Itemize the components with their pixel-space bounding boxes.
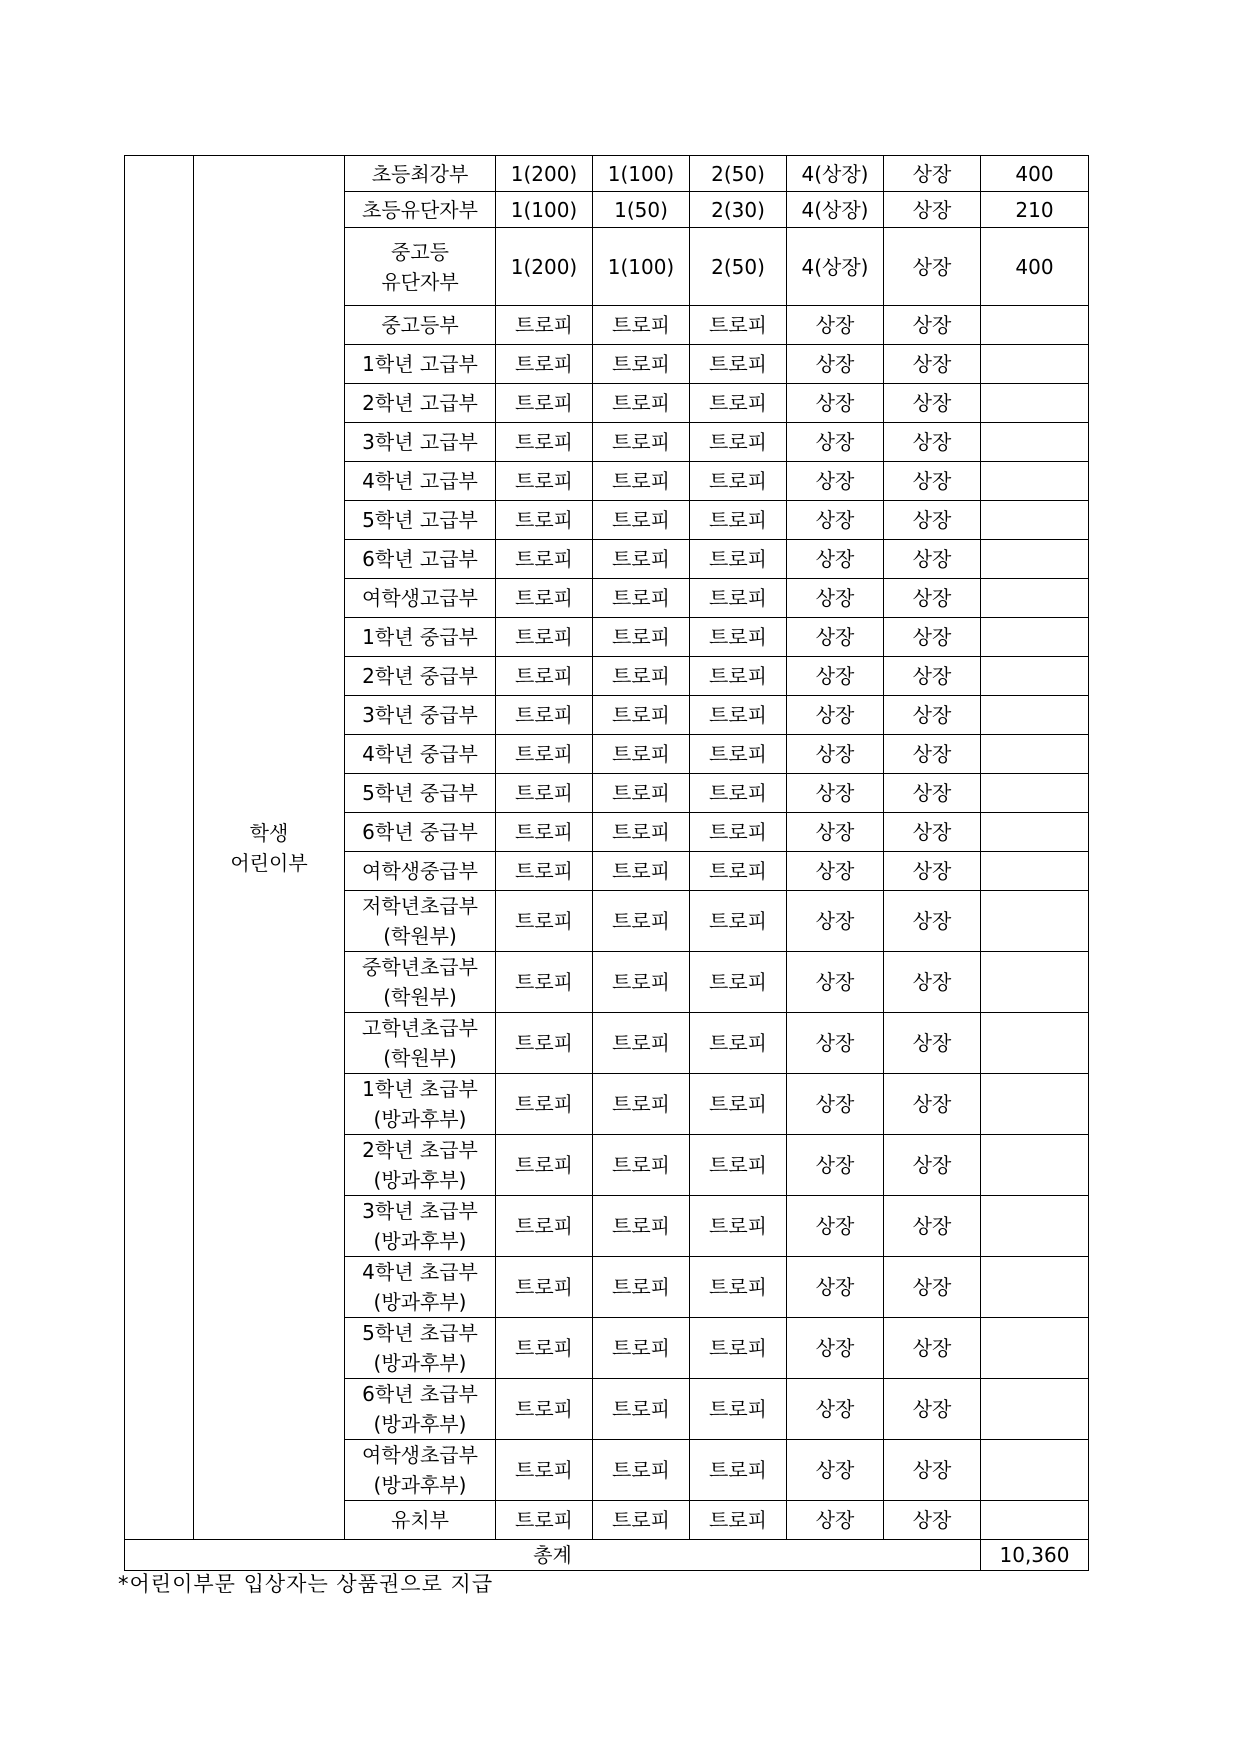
prize-5th-cell: 상장 xyxy=(884,735,981,774)
prize-5th-cell: 상장 xyxy=(884,1013,981,1074)
prize-3rd-cell: 트로피 xyxy=(690,735,787,774)
prize-3rd-cell: 트로피 xyxy=(690,891,787,952)
prize-5th-cell: 상장 xyxy=(884,345,981,384)
division-cell: 초등유단자부 xyxy=(345,192,496,228)
prize-4th-cell: 상장 xyxy=(787,1257,884,1318)
amount-cell xyxy=(981,1013,1089,1074)
prize-2nd-cell: 트로피 xyxy=(593,423,690,462)
division-cell: 중학년초급부 (학원부) xyxy=(345,952,496,1013)
amount-cell xyxy=(981,696,1089,735)
prize-5th-cell: 상장 xyxy=(884,1257,981,1318)
division-cell: 여학생초급부 (방과후부) xyxy=(345,1440,496,1501)
prize-4th-cell: 상장 xyxy=(787,540,884,579)
division-cell: 3학년 초급부 (방과후부) xyxy=(345,1196,496,1257)
amount-cell xyxy=(981,657,1089,696)
prize-4th-cell: 상장 xyxy=(787,891,884,952)
prize-2nd-cell: 트로피 xyxy=(593,462,690,501)
footnote: *어린이부문 입상자는 상품권으로 지급 xyxy=(118,1572,494,1596)
prize-4th-cell: 상장 xyxy=(787,618,884,657)
prize-3rd-cell: 트로피 xyxy=(690,1318,787,1379)
division-cell: 1학년 초급부 (방과후부) xyxy=(345,1074,496,1135)
division-cell: 2학년 초급부 (방과후부) xyxy=(345,1135,496,1196)
prize-5th-cell: 상장 xyxy=(884,228,981,306)
prize-4th-cell: 상장 xyxy=(787,696,884,735)
division-cell: 중고등 유단자부 xyxy=(345,228,496,306)
amount-cell xyxy=(981,501,1089,540)
prize-1st-cell: 트로피 xyxy=(496,618,593,657)
prize-4th-cell: 상장 xyxy=(787,1318,884,1379)
prize-1st-cell: 트로피 xyxy=(496,952,593,1013)
amount-cell xyxy=(981,384,1089,423)
prize-3rd-cell: 트로피 xyxy=(690,1135,787,1196)
prize-3rd-cell: 트로피 xyxy=(690,384,787,423)
division-cell: 저학년초급부 (학원부) xyxy=(345,891,496,952)
prize-4th-cell: 상장 xyxy=(787,1013,884,1074)
division-cell: 6학년 고급부 xyxy=(345,540,496,579)
division-cell: 고학년초급부 (학원부) xyxy=(345,1013,496,1074)
prize-3rd-cell: 트로피 xyxy=(690,696,787,735)
prize-3rd-cell: 트로피 xyxy=(690,1196,787,1257)
prize-2nd-cell: 트로피 xyxy=(593,1318,690,1379)
division-cell: 6학년 중급부 xyxy=(345,813,496,852)
prize-4th-cell: 상장 xyxy=(787,462,884,501)
division-cell: 6학년 초급부 (방과후부) xyxy=(345,1379,496,1440)
prize-1st-cell: 트로피 xyxy=(496,384,593,423)
division-cell: 초등최강부 xyxy=(345,156,496,192)
total-row xyxy=(125,1540,1089,1571)
division-cell: 3학년 고급부 xyxy=(345,423,496,462)
prize-4th-cell: 상장 xyxy=(787,735,884,774)
prize-4th-cell: 상장 xyxy=(787,1501,884,1540)
group-label-cell xyxy=(194,156,345,1540)
prize-4th-cell: 상장 xyxy=(787,306,884,345)
prize-4th-cell: 상장 xyxy=(787,1440,884,1501)
total-value: 10,360 xyxy=(981,1540,1089,1571)
prize-5th-cell: 상장 xyxy=(884,618,981,657)
division-cell: 2학년 고급부 xyxy=(345,384,496,423)
division-cell: 1학년 고급부 xyxy=(345,345,496,384)
prize-3rd-cell: 트로피 xyxy=(690,1013,787,1074)
division-cell: 여학생중급부 xyxy=(345,852,496,891)
prize-2nd-cell: 트로피 xyxy=(593,1379,690,1440)
prize-5th-cell: 상장 xyxy=(884,192,981,228)
prize-3rd-cell: 트로피 xyxy=(690,774,787,813)
amount-cell xyxy=(981,579,1089,618)
category-blank-cell xyxy=(125,156,194,1540)
prize-5th-cell: 상장 xyxy=(884,774,981,813)
prize-1st-cell: 트로피 xyxy=(496,1379,593,1440)
prize-1st-cell: 트로피 xyxy=(496,1135,593,1196)
prize-3rd-cell: 트로피 xyxy=(690,813,787,852)
prize-1st-cell: 트로피 xyxy=(496,1257,593,1318)
amount-cell xyxy=(981,1135,1089,1196)
prize-4th-cell: 상장 xyxy=(787,423,884,462)
prize-1st-cell: 트로피 xyxy=(496,1013,593,1074)
division-cell: 중고등부 xyxy=(345,306,496,345)
amount-cell xyxy=(981,306,1089,345)
prize-2nd-cell: 트로피 xyxy=(593,952,690,1013)
prize-4th-cell: 상장 xyxy=(787,1196,884,1257)
prize-3rd-cell: 트로피 xyxy=(690,657,787,696)
prize-5th-cell: 상장 xyxy=(884,1135,981,1196)
prize-5th-cell: 상장 xyxy=(884,384,981,423)
prize-4th-cell: 상장 xyxy=(787,657,884,696)
prize-2nd-cell: 트로피 xyxy=(593,306,690,345)
prize-1st-cell: 트로피 xyxy=(496,813,593,852)
amount-cell xyxy=(981,540,1089,579)
prize-5th-cell: 상장 xyxy=(884,813,981,852)
division-cell: 유치부 xyxy=(345,1501,496,1540)
amount-cell xyxy=(981,462,1089,501)
amount-cell xyxy=(981,735,1089,774)
prize-1st-cell: 트로피 xyxy=(496,540,593,579)
division-cell: 5학년 고급부 xyxy=(345,501,496,540)
prize-4th-cell: 상장 xyxy=(787,852,884,891)
amount-cell xyxy=(981,852,1089,891)
prize-2nd-cell: 트로피 xyxy=(593,1196,690,1257)
prize-1st-cell: 1(200) xyxy=(496,156,593,192)
division-cell: 4학년 고급부 xyxy=(345,462,496,501)
prize-5th-cell: 상장 xyxy=(884,462,981,501)
prize-5th-cell: 상장 xyxy=(884,891,981,952)
prize-5th-cell: 상장 xyxy=(884,1074,981,1135)
prize-4th-cell: 상장 xyxy=(787,1379,884,1440)
prize-2nd-cell: 트로피 xyxy=(593,735,690,774)
amount-cell xyxy=(981,345,1089,384)
division-cell: 5학년 초급부 (방과후부) xyxy=(345,1318,496,1379)
prize-1st-cell: 트로피 xyxy=(496,657,593,696)
prize-1st-cell: 1(100) xyxy=(496,192,593,228)
prize-3rd-cell: 트로피 xyxy=(690,1257,787,1318)
prize-1st-cell: 트로피 xyxy=(496,1440,593,1501)
amount-cell xyxy=(981,618,1089,657)
prize-4th-cell: 상장 xyxy=(787,1074,884,1135)
amount-cell xyxy=(981,891,1089,952)
prize-3rd-cell: 2(50) xyxy=(690,156,787,192)
prize-5th-cell: 상장 xyxy=(884,1318,981,1379)
prize-table xyxy=(124,155,1089,1571)
prize-1st-cell: 트로피 xyxy=(496,501,593,540)
prize-2nd-cell: 트로피 xyxy=(593,774,690,813)
prize-3rd-cell: 트로피 xyxy=(690,306,787,345)
division-cell: 4학년 중급부 xyxy=(345,735,496,774)
prize-1st-cell: 트로피 xyxy=(496,774,593,813)
prize-2nd-cell: 트로피 xyxy=(593,501,690,540)
prize-1st-cell: 트로피 xyxy=(496,462,593,501)
amount-cell xyxy=(981,952,1089,1013)
prize-3rd-cell: 트로피 xyxy=(690,1379,787,1440)
prize-1st-cell: 트로피 xyxy=(496,1196,593,1257)
prize-3rd-cell: 트로피 xyxy=(690,952,787,1013)
prize-1st-cell: 트로피 xyxy=(496,696,593,735)
prize-5th-cell: 상장 xyxy=(884,852,981,891)
prize-2nd-cell: 트로피 xyxy=(593,1501,690,1540)
prize-5th-cell: 상장 xyxy=(884,1440,981,1501)
prize-2nd-cell: 1(100) xyxy=(593,228,690,306)
prize-5th-cell: 상장 xyxy=(884,540,981,579)
prize-1st-cell: 트로피 xyxy=(496,1074,593,1135)
prize-5th-cell: 상장 xyxy=(884,1196,981,1257)
prize-1st-cell: 트로피 xyxy=(496,852,593,891)
division-cell: 여학생고급부 xyxy=(345,579,496,618)
prize-3rd-cell: 트로피 xyxy=(690,618,787,657)
prize-2nd-cell: 트로피 xyxy=(593,345,690,384)
prize-4th-cell: 상장 xyxy=(787,1135,884,1196)
prize-1st-cell: 트로피 xyxy=(496,306,593,345)
prize-4th-cell: 상장 xyxy=(787,345,884,384)
prize-5th-cell: 상장 xyxy=(884,657,981,696)
amount-cell xyxy=(981,1379,1089,1440)
prize-4th-cell: 4(상장) xyxy=(787,156,884,192)
table-row xyxy=(125,156,1089,192)
prize-4th-cell: 상장 xyxy=(787,579,884,618)
prize-2nd-cell: 트로피 xyxy=(593,696,690,735)
division-cell: 3학년 중급부 xyxy=(345,696,496,735)
prize-4th-cell: 4(상장) xyxy=(787,228,884,306)
prize-2nd-cell: 트로피 xyxy=(593,384,690,423)
prize-1st-cell: 트로피 xyxy=(496,579,593,618)
prize-2nd-cell: 트로피 xyxy=(593,618,690,657)
amount-cell xyxy=(981,1501,1089,1540)
group-label-line1: 학생 xyxy=(249,820,289,845)
prize-3rd-cell: 트로피 xyxy=(690,1440,787,1501)
prize-4th-cell: 상장 xyxy=(787,952,884,1013)
prize-3rd-cell: 트로피 xyxy=(690,345,787,384)
prize-1st-cell: 트로피 xyxy=(496,423,593,462)
prize-3rd-cell: 트로피 xyxy=(690,462,787,501)
prize-3rd-cell: 트로피 xyxy=(690,501,787,540)
prize-1st-cell: 트로피 xyxy=(496,345,593,384)
prize-3rd-cell: 트로피 xyxy=(690,1074,787,1135)
division-cell: 1학년 중급부 xyxy=(345,618,496,657)
prize-5th-cell: 상장 xyxy=(884,952,981,1013)
prize-3rd-cell: 트로피 xyxy=(690,852,787,891)
prize-3rd-cell: 트로피 xyxy=(690,540,787,579)
prize-2nd-cell: 트로피 xyxy=(593,1074,690,1135)
prize-5th-cell: 상장 xyxy=(884,423,981,462)
amount-cell xyxy=(981,1257,1089,1318)
prize-5th-cell: 상장 xyxy=(884,501,981,540)
group-label-line2: 어린이부 xyxy=(230,850,308,875)
prize-2nd-cell: 트로피 xyxy=(593,1013,690,1074)
prize-3rd-cell: 트로피 xyxy=(690,1501,787,1540)
amount-cell xyxy=(981,1440,1089,1501)
prize-3rd-cell: 2(50) xyxy=(690,228,787,306)
prize-1st-cell: 트로피 xyxy=(496,735,593,774)
prize-2nd-cell: 트로피 xyxy=(593,891,690,952)
division-cell: 2학년 중급부 xyxy=(345,657,496,696)
prize-4th-cell: 상장 xyxy=(787,813,884,852)
amount-cell: 210 xyxy=(981,192,1089,228)
amount-cell xyxy=(981,1074,1089,1135)
prize-2nd-cell: 트로피 xyxy=(593,657,690,696)
prize-5th-cell: 상장 xyxy=(884,579,981,618)
prize-2nd-cell: 트로피 xyxy=(593,540,690,579)
prize-2nd-cell: 트로피 xyxy=(593,852,690,891)
prize-5th-cell: 상장 xyxy=(884,156,981,192)
prize-2nd-cell: 트로피 xyxy=(593,1135,690,1196)
division-cell: 5학년 중급부 xyxy=(345,774,496,813)
prize-2nd-cell: 1(100) xyxy=(593,156,690,192)
amount-cell: 400 xyxy=(981,156,1089,192)
prize-4th-cell: 상장 xyxy=(787,384,884,423)
amount-cell xyxy=(981,774,1089,813)
prize-2nd-cell: 트로피 xyxy=(593,1440,690,1501)
prize-5th-cell: 상장 xyxy=(884,306,981,345)
prize-5th-cell: 상장 xyxy=(884,1501,981,1540)
prize-5th-cell: 상장 xyxy=(884,1379,981,1440)
prize-5th-cell: 상장 xyxy=(884,696,981,735)
amount-cell xyxy=(981,1318,1089,1379)
prize-2nd-cell: 트로피 xyxy=(593,813,690,852)
prize-1st-cell: 1(200) xyxy=(496,228,593,306)
amount-cell xyxy=(981,423,1089,462)
prize-3rd-cell: 2(30) xyxy=(690,192,787,228)
prize-3rd-cell: 트로피 xyxy=(690,579,787,618)
division-cell: 4학년 초급부 (방과후부) xyxy=(345,1257,496,1318)
prize-1st-cell: 트로피 xyxy=(496,1501,593,1540)
prize-1st-cell: 트로피 xyxy=(496,891,593,952)
prize-2nd-cell: 트로피 xyxy=(593,579,690,618)
prize-4th-cell: 상장 xyxy=(787,501,884,540)
amount-cell xyxy=(981,1196,1089,1257)
prize-2nd-cell: 트로피 xyxy=(593,1257,690,1318)
amount-cell: 400 xyxy=(981,228,1089,306)
prize-1st-cell: 트로피 xyxy=(496,1318,593,1379)
total-label: 총계 xyxy=(125,1540,981,1571)
prize-4th-cell: 4(상장) xyxy=(787,192,884,228)
amount-cell xyxy=(981,813,1089,852)
prize-4th-cell: 상장 xyxy=(787,774,884,813)
prize-2nd-cell: 1(50) xyxy=(593,192,690,228)
prize-3rd-cell: 트로피 xyxy=(690,423,787,462)
